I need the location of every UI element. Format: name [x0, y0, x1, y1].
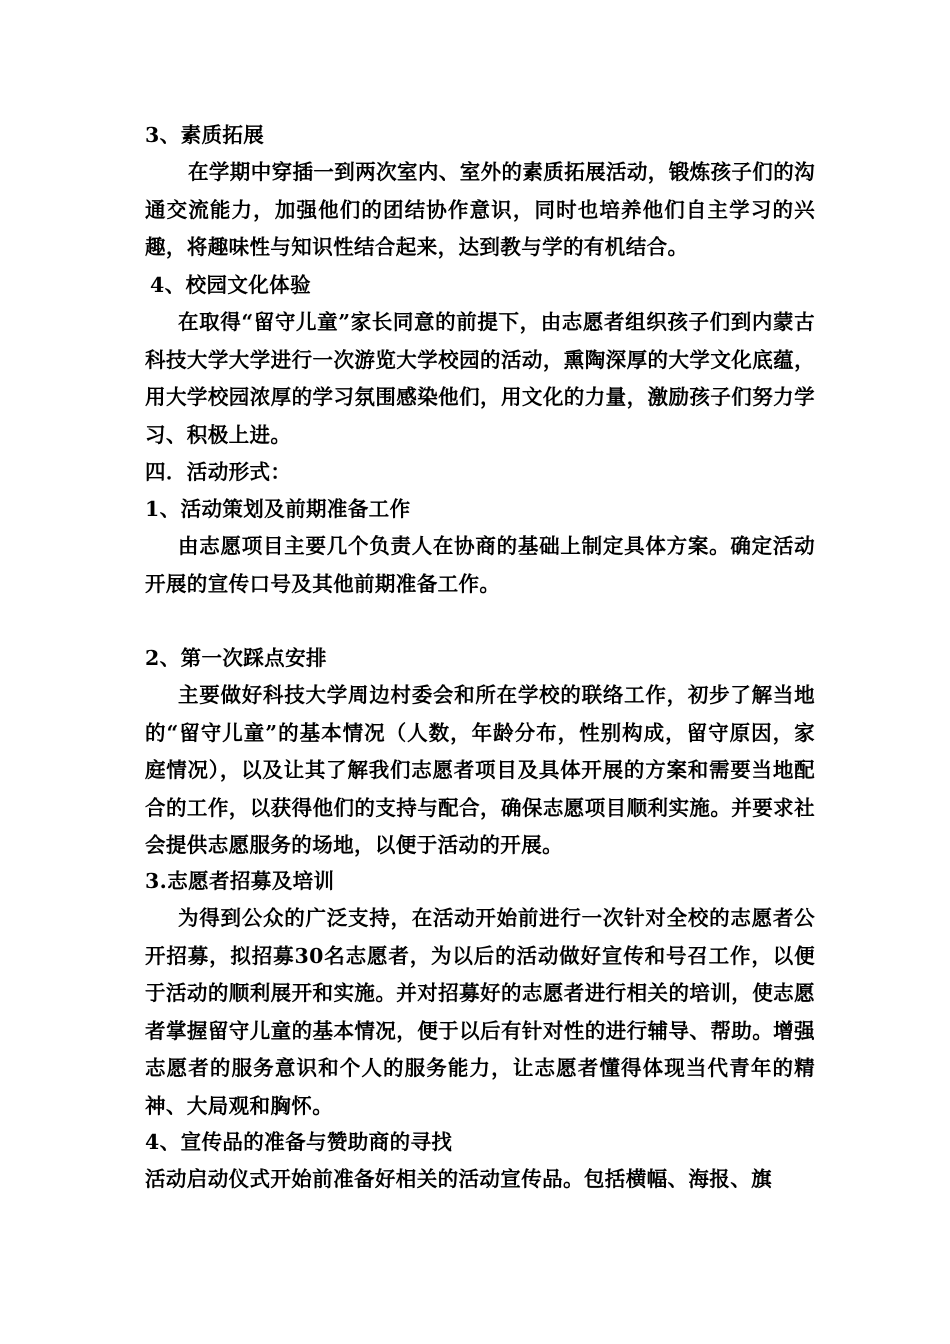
- paragraph-publicity-sponsors: 活动启动仪式开始前准备好相关的活动宣传品。包括横幅、海报、旗: [145, 1167, 772, 1191]
- paragraph-campus-culture: 在取得“留守儿童”家长同意的前提下，由志愿者组织孩子们到内蒙古科技大学大学进行一次游览大学校园的活动，熏陶深厚的大学文化底蕴，用大学校园浓厚的学习氛围感染他们，用文化的力量，激励孩子们努力学习、积极上进。: [145, 310, 815, 447]
- section-heading-activity-forms: 四．活动形式：: [145, 460, 292, 484]
- paragraph-volunteer-recruitment: 为得到公众的广泛支持，在活动开始前进行一次针对全校的志愿者公开招募，拟招募30名志愿者，为以后的活动做好宣传和号召工作，以便于活动的顺利展开和实施。并对招募好的志愿者进行相关的培训，使志愿者掌握留守儿童的基本情况，便于以后有针对性的进行辅导、帮助。增强志愿者的服务意识和个人的服务能力，让志愿者懂得体现当代青年的精神、大局观和胸怀。: [145, 906, 815, 1118]
- subsection-heading-publicity-sponsors: 4、宣传品的准备与赞助商的寻找: [145, 1130, 453, 1154]
- section-heading-campus-culture: 4、校园文化体验: [150, 273, 311, 297]
- section-heading-quality-expansion: 3、素质拓展: [145, 123, 265, 147]
- paragraph-planning: 由志愿项目主要几个负责人在协商的基础上制定具体方案。确定活动开展的宣传口号及其他前期准备工作。: [145, 534, 815, 596]
- subsection-heading-site-visit: 2、第一次踩点安排: [145, 646, 327, 670]
- paragraph-quality-expansion: 在学期中穿插一到两次室内、室外的素质拓展活动，锻炼孩子们的沟通交流能力，加强他们的团结协作意识，同时也培养他们自主学习的兴趣，将趣味性与知识性结合起来，达到教与学的有机结合。: [145, 160, 815, 259]
- subsection-heading-planning: 1、活动策划及前期准备工作: [145, 497, 411, 521]
- subsection-heading-volunteer-recruitment: 3.志愿者招募及培训: [145, 869, 335, 893]
- paragraph-site-visit: 主要做好科技大学周边村委会和所在学校的联络工作，初步了解当地的“留守儿童”的基本情况（人数，年龄分布，性别构成，留守原因，家庭情况），以及让其了解我们志愿者项目及具体开展的方案和需要当地配合的工作，以获得他们的支持与配合，确保志愿项目顺利实施。并要求社会提供志愿服务的场地，以便于活动的开展。: [145, 683, 815, 857]
